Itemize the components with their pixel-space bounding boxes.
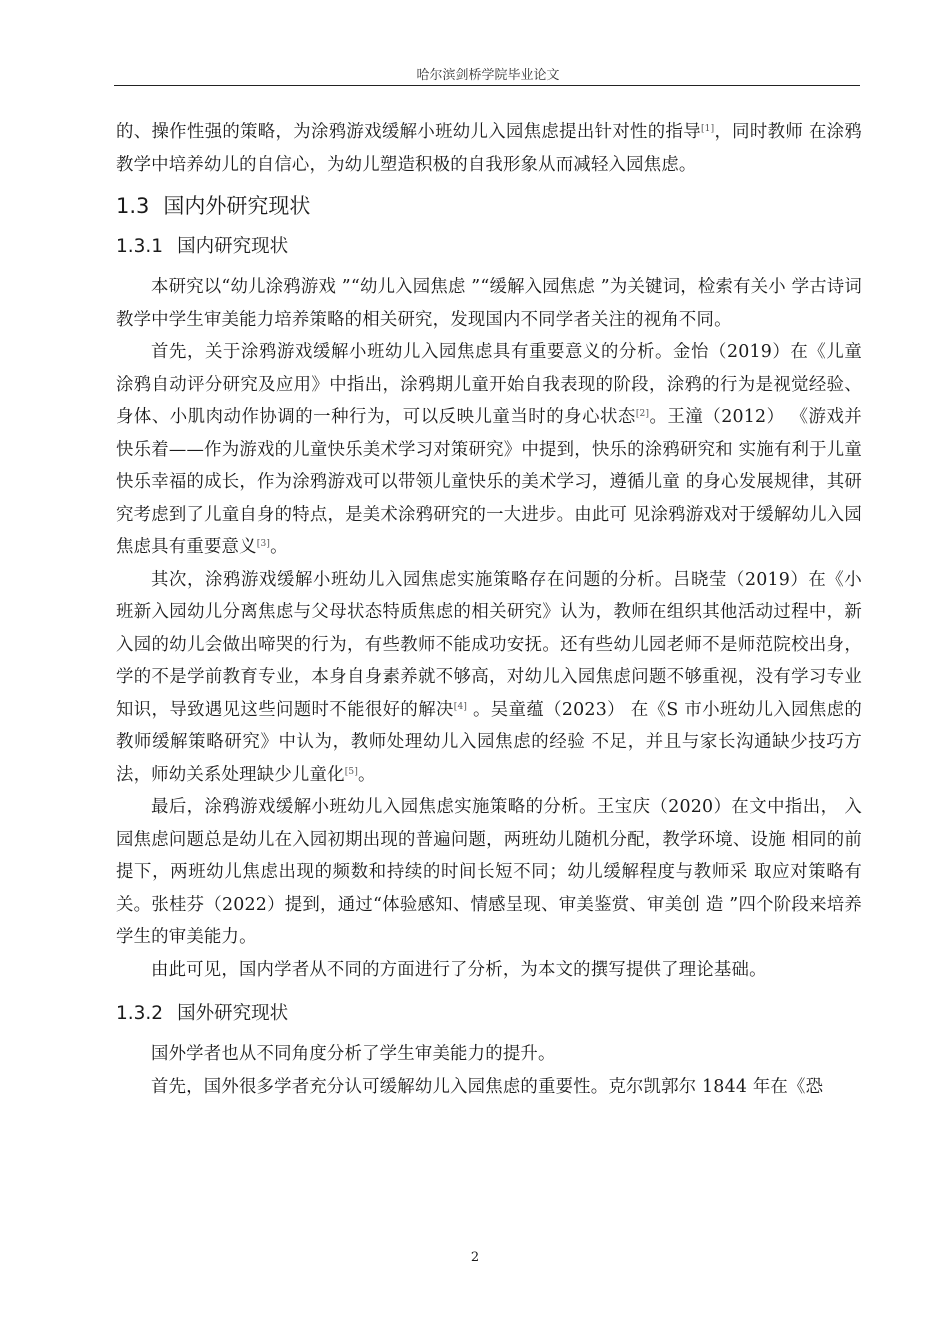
citation-ref: [1] (700, 124, 715, 134)
paragraph-last: 最后，涂鸦游戏缓解小班幼儿入园焦虑实施策略的分析。王宝庆（2020）在文中指出， 入园焦虑问题总是幼儿在入园初期出现的普遍问题，两班幼儿随机分配，教学环境、设施 相同的前提下，两班幼儿焦虑出现的频数和持续的时间长短不同；幼儿缓解程度与教师采 取应对策略有关。张桂芬（2022）提到，通过“体验感知、情感呈现、审美鉴赏、审美创 造 ”四个阶段来培养学生的审美能力。 (116, 797, 862, 947)
section-heading-1-3: 1.3 国内外研究现状 (116, 194, 311, 218)
page-body (116, 116, 862, 1103)
paragraph-first: 首先，关于涂鸦游戏缓解小班幼儿入园焦虑具有重要意义的分析。金怡（2019）在《儿童涂鸦自动评分研究及应用》中指出，涂鸦期儿童开始自我表现的阶段，涂鸦的行为是视觉经验、身体、小肌肉动作协调的一种行为，可以反映儿童当时的身心状态[2]。王潼（2012） 《游戏并快乐着——作为游戏的儿童快乐美术学习对策研究》中提到，快乐的涂鸦研究和 实施有利于儿童快乐幸福的成长，作为涂鸦游戏可以带领儿童快乐的美术学习，遵循儿童 的身心发展规律，其研究考虑到了儿童自身的特点，是美术涂鸦研究的一大进步。由此可 见涂鸦游戏对于缓解幼儿入园焦虑具有重要意义[3]。 (116, 342, 862, 557)
paragraph-summary: 由此可见，国内学者从不同的方面进行了分析，为本文的撰写提供了理论基础。 (151, 959, 767, 980)
running-header: 哈尔滨剑桥学院毕业论文 (416, 68, 560, 83)
paragraph-foreign-intro: 国外学者也从不同角度分析了学生审美能力的提升。 (151, 1044, 556, 1064)
header-rule (114, 85, 860, 86)
section-heading-1-3-2: 1.3.2 国外研究现状 (116, 1003, 289, 1024)
paragraph-intro: 本研究以“幼儿涂鸦游戏 ”“幼儿入园焦虑 ”“缓解入园焦虑 ”为关键词，检索有关小 学古诗词教学中学生审美能力培养策略的相关研究，发现国内不同学者关注的视角不同。 (116, 277, 862, 330)
citation-ref: [2] (635, 409, 650, 419)
citation-ref: [4] (453, 701, 468, 712)
paragraph-second: 其次，涂鸦游戏缓解小班幼儿入园焦虑实施策略存在问题的分析。吕晓莹（2019）在《小班新入园幼儿分离焦虑与父母状态特质焦虑的相关研究》认为，教师在组织其他活动过程中，新入园的幼儿会做出啼哭的行为，有些教师不能成功安抚。还有些幼儿园老师不是师范院校出身，学的不是学前教育专业，本身自身素养就不够高，对幼儿入园焦虑问题不够重视，没有学习专业知识，导致遇见这些问题时不能很好的解决[4] 。吴童蕴（2023） 在《S 市小班幼儿入园焦虑的教师缓解策略研究》中认为，教师处理幼儿入园焦虑的经验 不足，并且与家长沟通缺少技巧方法，师幼关系处理缺少儿童化[5]。 (116, 569, 862, 785)
page-number: 2 (470, 1250, 480, 1265)
paragraph-foreign-first: 首先，国外很多学者充分认可缓解幼儿入园焦虑的重要性。克尔凯郭尔 1844 年在《恐 (151, 1076, 824, 1097)
citation-ref: [5] (344, 766, 359, 777)
section-heading-1-3-1: 1.3.1 国内研究现状 (116, 236, 289, 257)
citation-ref: [3] (256, 539, 271, 549)
paragraph-continuation: 的、操作性强的策略，为涂鸦游戏缓解小班幼儿入园焦虑提出针对性的指导[1]，同时教师 在涂鸦教学中培养幼儿的自信心，为幼儿塑造积极的自我形象从而减轻入园焦虑。 (116, 122, 862, 175)
